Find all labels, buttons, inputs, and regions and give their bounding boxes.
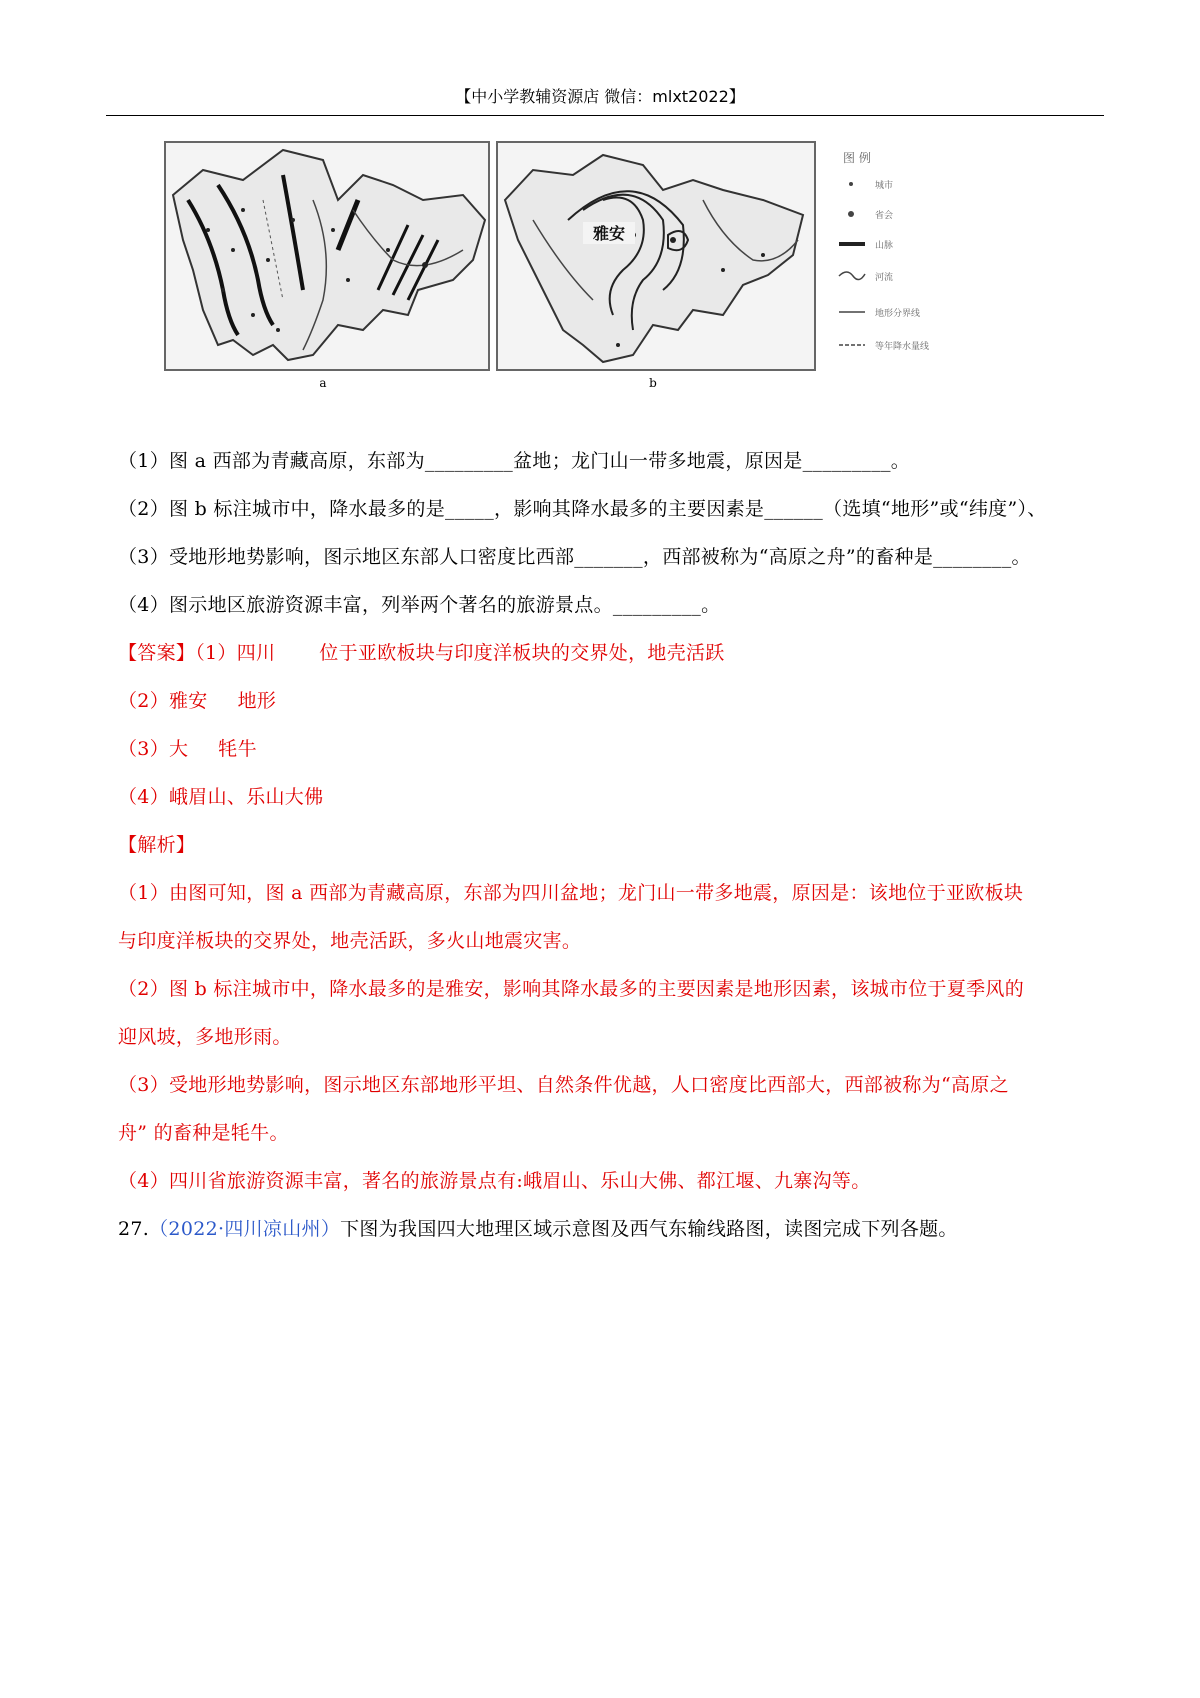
page-header: 【中小学教辅资源店 微信：mlxt2022】 (455, 87, 745, 106)
question-4: （4）图示地区旅游资源丰富，列举两个著名的旅游景点。_________。 (118, 594, 721, 616)
city-label-yaan: 雅安 (592, 224, 626, 243)
analysis-line: （2）图 b 标注城市中，降水最多的是雅安，影响其降水最多的主要因素是地形因素，该城市位于夏季风的 (118, 978, 1025, 1000)
answer-2-num: （2）雅安 (118, 690, 208, 712)
legend-item-city: 城市 (875, 181, 894, 191)
analysis-label: 【解析】 (118, 834, 196, 856)
answer-1 (118, 638, 1098, 665)
answer-1-text: 位于亚欧板块与印度洋板块的交界处，地壳活跃 (319, 642, 725, 664)
legend-item-terrain-boundary: 地形分界线 (875, 309, 921, 319)
answer-3 (118, 734, 1098, 761)
maps-svg (163, 140, 1043, 440)
question-3: （3）受地形地势影响，图示地区东部人口密度比西部_______，西部被称为“高原之舟”的畜种是________。 (118, 546, 1031, 568)
sichuan-maps-figure (163, 140, 1043, 440)
legend-title: 图 例 (843, 151, 871, 165)
question-1: （1）图 a 西部为青藏高原，东部为_________盆地；龙门山一带多地震，原因是_________。 (118, 450, 911, 472)
question-2: （2）图 b 标注城市中，降水最多的是_____，影响其降水最多的主要因素是______（选填“地形”或“纬度”）、 (118, 498, 1047, 520)
analysis-line: 迎风坡，多地形雨。 (118, 1026, 292, 1048)
question-27-source: （2022·四川凉山州） (149, 1218, 341, 1240)
analysis-line: 与印度洋板块的交界处，地壳活跃，多火山地震灾害。 (118, 930, 582, 952)
header-divider (106, 115, 1104, 116)
analysis-line: （4）四川省旅游资源丰富，著名的旅游景点有:峨眉山、乐山大佛、都江堰、九寨沟等。 (118, 1170, 871, 1192)
legend-item-mountain: 山脉 (875, 241, 894, 251)
question-27 (118, 1214, 1098, 1241)
legend-item-isohyet: 等年降水量线 (875, 342, 930, 352)
answer-label: 【答案】 (118, 642, 196, 664)
answer-3-text: 牦牛 (218, 738, 257, 760)
legend-item-river: 河流 (875, 273, 894, 283)
legend-item-capital: 省会 (875, 211, 894, 221)
analysis-line: （1）由图可知，图 a 西部为青藏高原，东部为四川盆地；龙门山一带多地震，原因是：该地位于亚欧板块 (118, 882, 1024, 904)
answer-2-text: 地形 (237, 690, 277, 712)
answer-2 (118, 686, 1098, 713)
map-a-label: a (319, 376, 327, 390)
answer-3-num: （3）大 (118, 738, 189, 760)
map-legend (839, 150, 929, 352)
question-27-number: 27. (118, 1218, 150, 1240)
answer-1-num: （1）四川 (195, 642, 276, 664)
analysis-line: （3）受地形地势影响，图示地区东部地形平坦、自然条件优越，人口密度比西部大，西部被称为“高原之 (118, 1074, 1009, 1096)
analysis-line: 舟” 的畜种是牦牛。 (118, 1122, 289, 1144)
answer-4: （4）峨眉山、乐山大佛 (118, 786, 324, 808)
question-27-text: 下图为我国四大地理区域示意图及西气东输线路图，读图完成下列各题。 (340, 1218, 958, 1240)
map-b-label: b (649, 376, 657, 390)
